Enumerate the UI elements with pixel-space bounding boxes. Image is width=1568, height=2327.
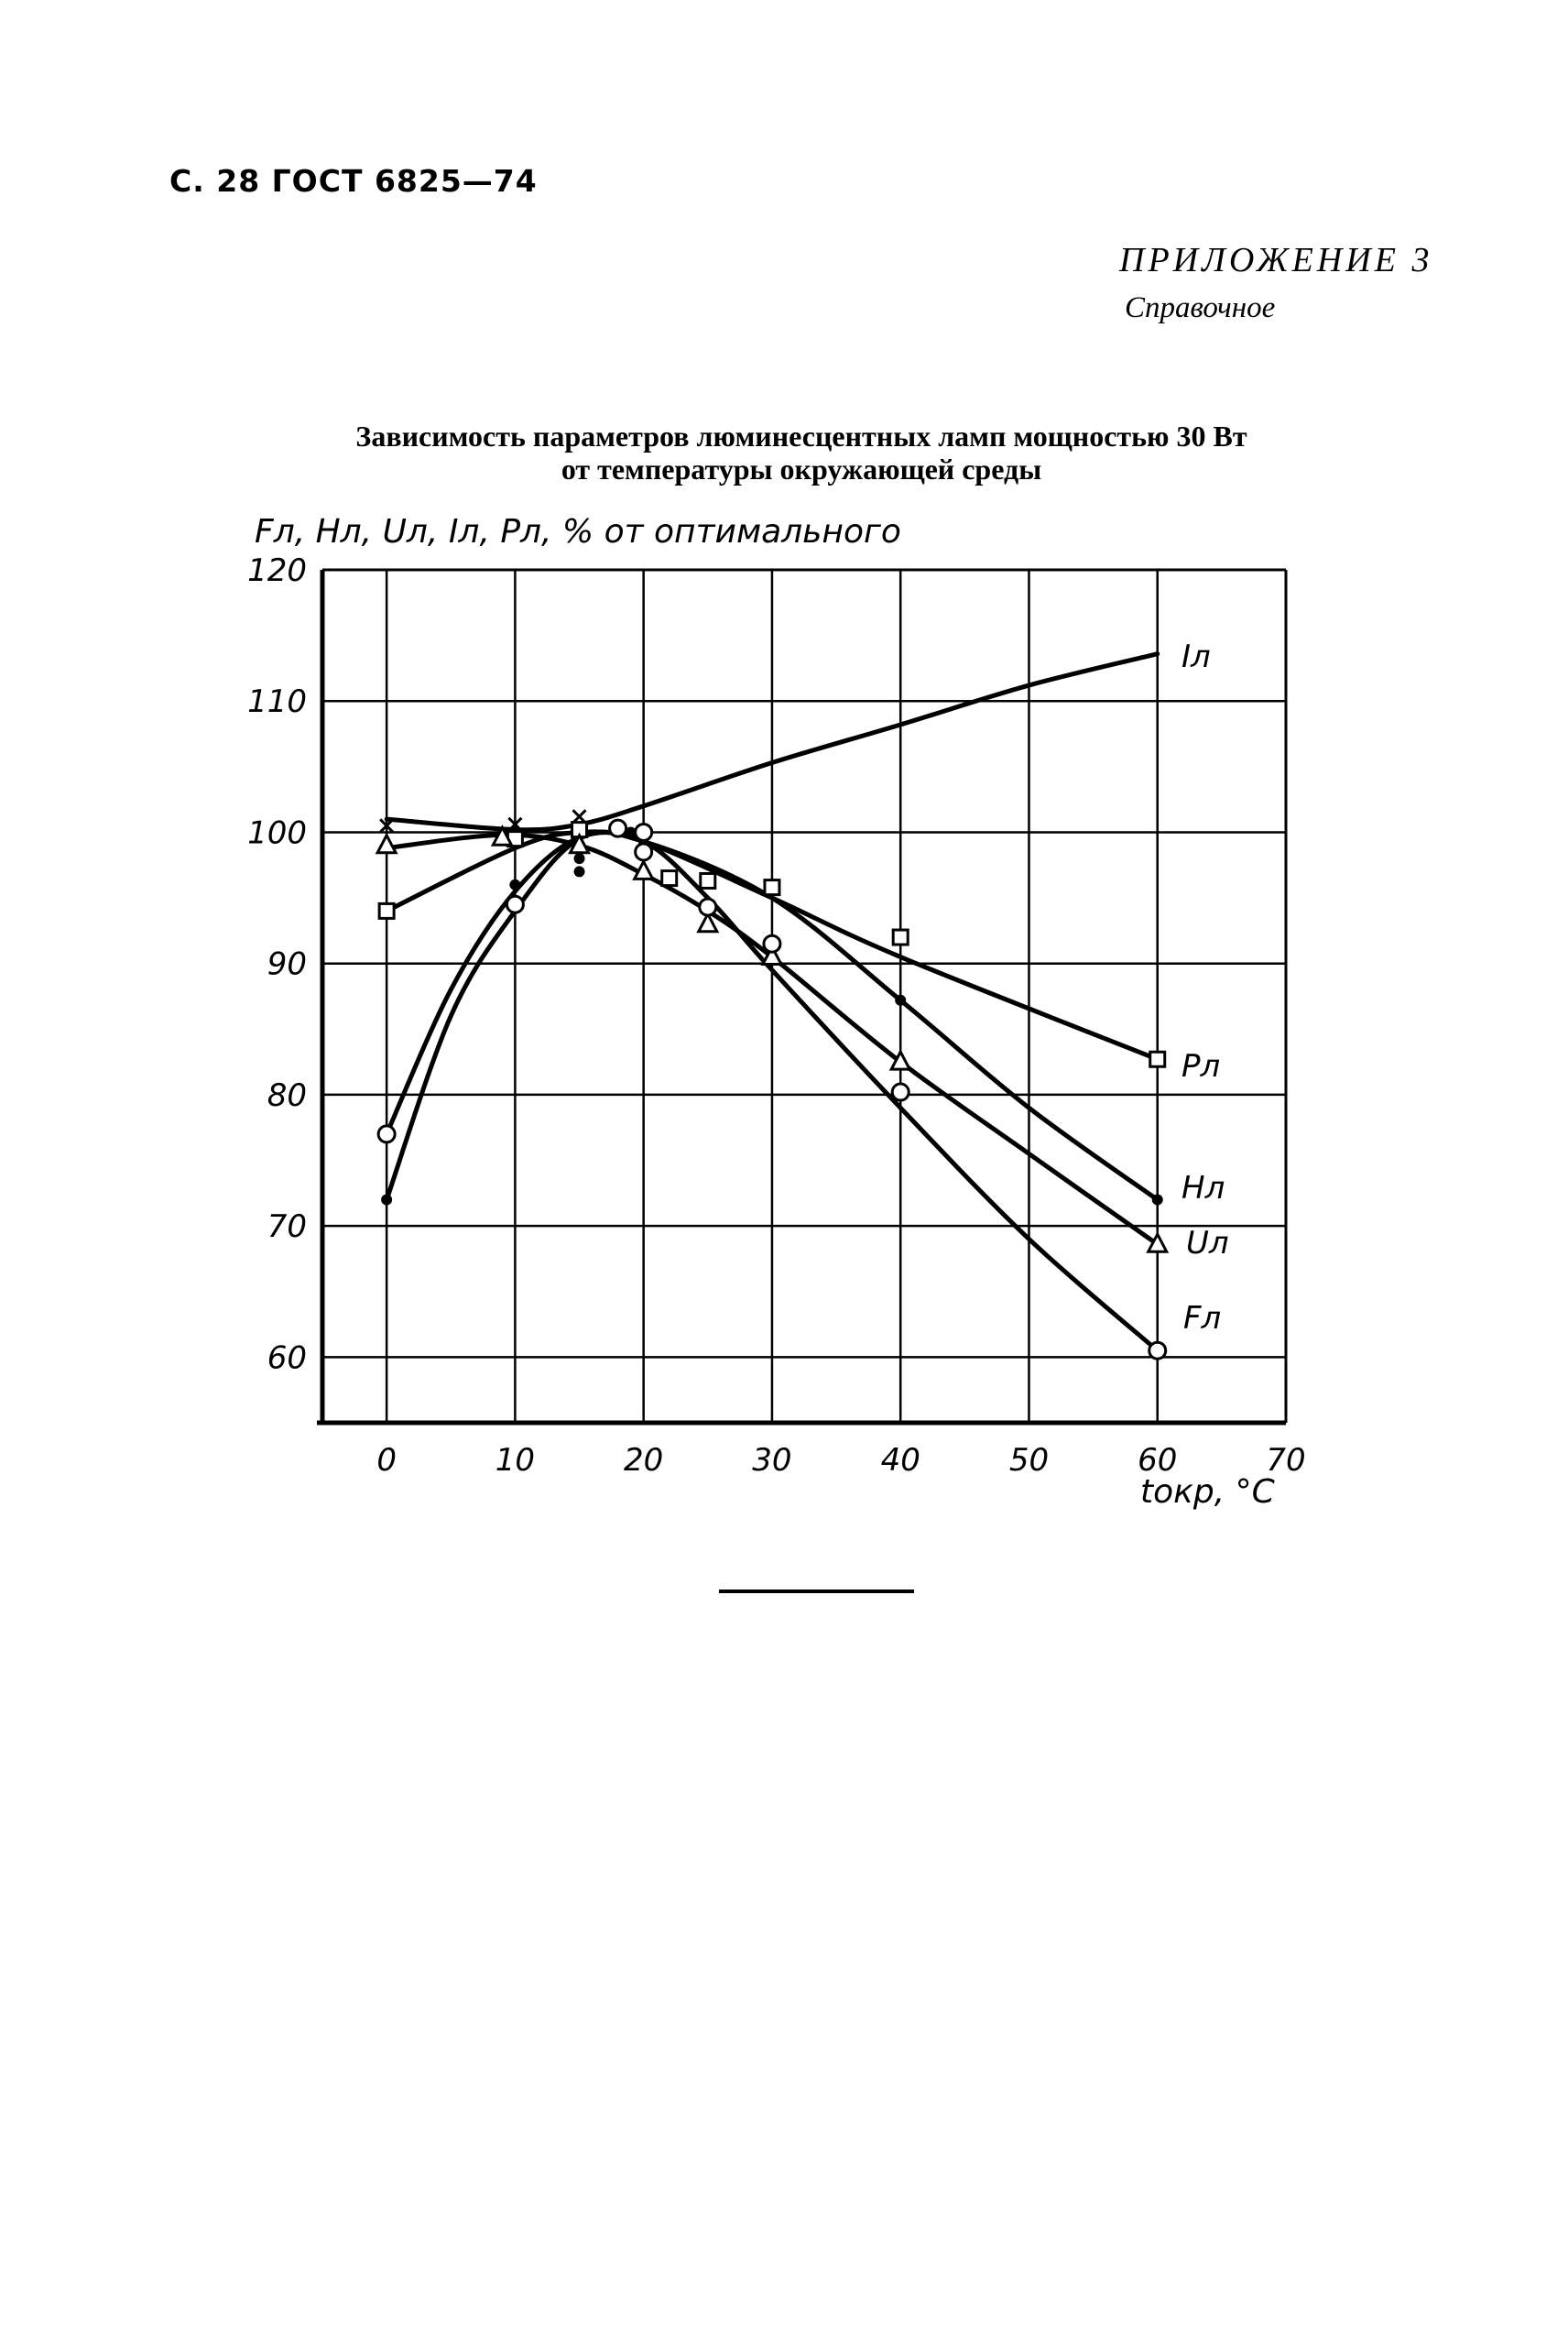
triangle-marker-icon xyxy=(377,836,396,853)
square-marker-icon xyxy=(893,930,908,945)
series-label-Hл: Hл xyxy=(1181,1170,1225,1207)
x-tick-label: 40 xyxy=(880,1442,920,1479)
y-tick-label: 90 xyxy=(267,945,307,983)
x-tick-label: 50 xyxy=(1008,1442,1050,1479)
chart-series-labels xyxy=(1181,639,1229,1337)
series-label-Pл: Pл xyxy=(1181,1048,1221,1085)
circle-marker-icon xyxy=(1149,1342,1166,1359)
series-label-Fл: Fл xyxy=(1183,1300,1222,1337)
series-label-Uл: Uл xyxy=(1186,1225,1229,1262)
appendix-title: ПРИЛОЖЕНИЕ 3 xyxy=(1119,241,1433,279)
circle-marker-icon xyxy=(636,844,652,860)
triangle-marker-icon xyxy=(1149,1234,1167,1251)
circle-marker-icon xyxy=(700,899,716,915)
square-marker-icon xyxy=(379,903,394,918)
chart-title-line-2: от температуры окружающей среды xyxy=(561,453,1042,486)
x-axis-label: tокр, °С xyxy=(1140,1473,1275,1511)
x-tick-label: 10 xyxy=(495,1442,536,1479)
square-marker-icon xyxy=(662,871,677,886)
y-tick-label: 80 xyxy=(267,1076,307,1114)
y-tick-label: 60 xyxy=(267,1339,307,1377)
square-marker-icon xyxy=(765,880,779,895)
filled-circle-marker-icon xyxy=(574,853,585,864)
filled-circle-marker-icon xyxy=(895,995,906,1006)
series-label-Iл: Iл xyxy=(1181,639,1211,675)
filled-circle-marker-icon xyxy=(574,866,585,877)
x-tick-label: 70 xyxy=(1266,1442,1306,1479)
appendix-subtitle: Справочное xyxy=(1125,291,1276,324)
x-tick-label: 30 xyxy=(752,1442,792,1479)
filled-circle-marker-icon xyxy=(1152,1195,1163,1206)
chart-title-line-1: Зависимость параметров люминесцентных ламп мощностью 30 Вт xyxy=(355,420,1247,453)
y-tick-label: 110 xyxy=(247,683,307,721)
filled-circle-marker-icon xyxy=(509,879,520,890)
footer-divider xyxy=(719,1590,914,1593)
square-marker-icon xyxy=(701,873,715,888)
circle-marker-icon xyxy=(636,824,652,840)
filled-circle-marker-icon xyxy=(381,1195,392,1206)
circle-marker-icon xyxy=(764,935,780,952)
y-tick-label: 100 xyxy=(247,814,307,852)
square-marker-icon xyxy=(1150,1052,1165,1066)
circle-marker-icon xyxy=(610,820,626,836)
y-tick-label: 120 xyxy=(247,552,307,589)
circle-marker-icon xyxy=(892,1084,909,1100)
y-tick-label: 70 xyxy=(267,1208,307,1246)
circle-marker-icon xyxy=(378,1126,395,1142)
chart-grid xyxy=(322,570,1286,1423)
circle-marker-icon xyxy=(506,896,523,912)
x-tick-label: 20 xyxy=(624,1442,664,1479)
x-tick-label: 60 xyxy=(1138,1442,1178,1479)
x-tick-label: 0 xyxy=(376,1442,397,1479)
page-reference-header: С. 28 ГОСТ 6825—74 xyxy=(169,163,538,199)
y-axis-label: Fл, Hл, Uл, Iл, Pл, % от оптимального xyxy=(255,513,901,551)
